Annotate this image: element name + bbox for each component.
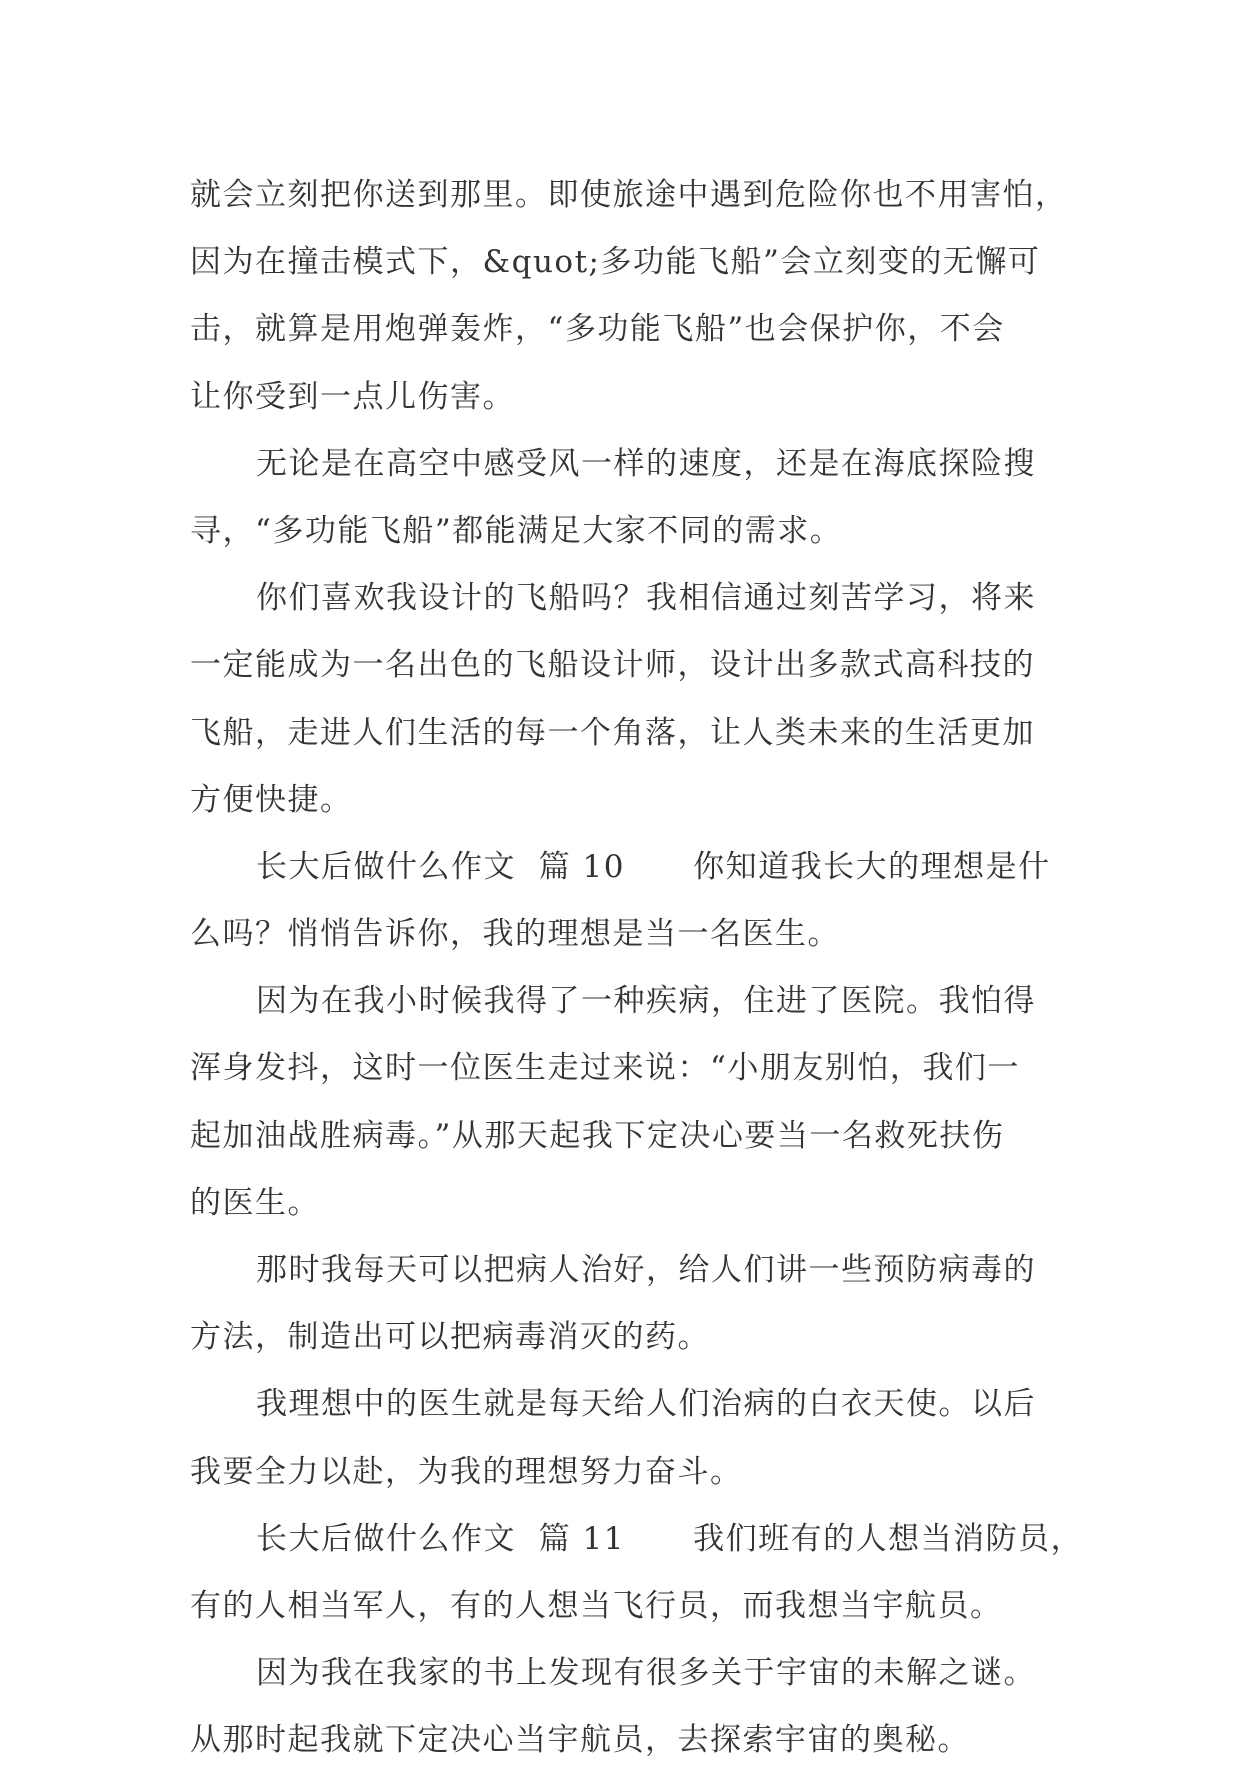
text-line: 浑身发抖，这时一位医生走过来说：“小朋友别怕，我们一 bbox=[190, 1050, 1020, 1087]
document-body bbox=[190, 162, 1090, 1775]
text-line: 寻，“多功能飞船”都能满足大家不同的需求。 bbox=[190, 512, 843, 549]
text-line: 有的人相当军人，有的人想当飞行员，而我想当宇航员。 bbox=[190, 1587, 1003, 1624]
text-line: 因为在我小时候我得了一种疾病，住进了医院。我怕得 bbox=[256, 983, 1036, 1020]
text-line: 因为在撞击模式下，&quot;多功能飞船”会立刻变的无懈可 bbox=[190, 244, 1041, 281]
text-line: 那时我每天可以把病人治好，给人们讲一些预防病毒的 bbox=[256, 1252, 1036, 1288]
text-line: 因为我在我家的书上发现有很多关于宇宙的未解之谜。 bbox=[256, 1655, 1036, 1692]
text-line: 击，就算是用炮弹轰炸，“多功能飞船”也会保护你，不会 bbox=[190, 311, 1005, 348]
text-line: 起加油战胜病毒。”从那天起我下定决心要当一名救死扶伤 bbox=[190, 1117, 1005, 1154]
text-line: 让你受到一点儿伤害。 bbox=[190, 378, 515, 415]
text-line: 长大后做什么作文 篇 10 你知道我长大的理想是什 bbox=[256, 848, 1051, 885]
text-line: 无论是在高空中感受风一样的速度，还是在海底探险搜 bbox=[256, 445, 1036, 482]
text-line: 一定能成为一名出色的飞船设计师，设计出多款式高科技的 bbox=[190, 647, 1035, 684]
text-line: 你们喜欢我设计的飞船吗？我相信通过刻苦学习，将来 bbox=[256, 580, 1036, 617]
text-line: 飞船，走进人们生活的每一个角落，让人类未来的生活更加 bbox=[190, 714, 1035, 751]
text-line: 的医生。 bbox=[190, 1184, 320, 1221]
text-line: 我要全力以赴，为我的理想努力奋斗。 bbox=[190, 1453, 743, 1490]
text-line: 么吗？悄悄告诉你，我的理想是当一名医生。 bbox=[190, 916, 840, 953]
text-line: 方法，制造出可以把病毒消灭的药。 bbox=[190, 1319, 710, 1356]
text-line: 从那时起我就下定决心当宇航员，去探索宇宙的奥秘。 bbox=[190, 1722, 970, 1759]
text-line: 就会立刻把你送到那里。即使旅途中遇到危险你也不用害怕， bbox=[190, 177, 1068, 213]
text-line: 方便快捷。 bbox=[190, 781, 353, 818]
text-line: 长大后做什么作文 篇 11 我们班有的人想当消防员， bbox=[256, 1520, 1084, 1557]
text-line: 我理想中的医生就是每天给人们治病的白衣天使。以后 bbox=[256, 1386, 1036, 1423]
